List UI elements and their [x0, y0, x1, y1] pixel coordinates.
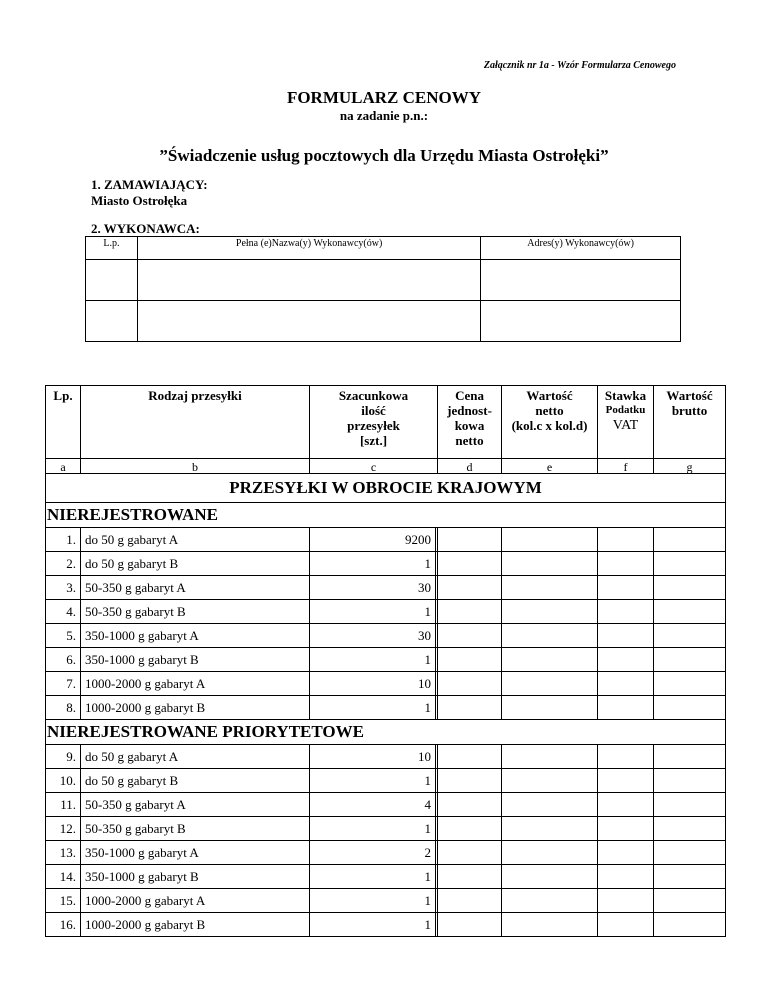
- row-type: 1000-2000 g gabaryt B: [81, 696, 310, 720]
- row-price-cell[interactable]: [438, 889, 502, 913]
- row-qty: 4: [310, 793, 436, 817]
- table-row: [46, 841, 726, 865]
- table-row: [46, 600, 726, 624]
- row-vat-cell[interactable]: [598, 552, 654, 576]
- row-qty: 10: [310, 745, 436, 769]
- row-qty: 1: [310, 648, 436, 672]
- row-gross-cell[interactable]: [654, 624, 726, 648]
- header-gross: Wartość brutto: [654, 386, 726, 459]
- row-net-cell[interactable]: [502, 913, 598, 937]
- table-row: [46, 648, 726, 672]
- row-gross-cell[interactable]: [654, 841, 726, 865]
- table-row: [46, 672, 726, 696]
- contractor-col-address: Adres(y) Wykonawcy(ów): [481, 237, 681, 260]
- row-qty: 10: [310, 672, 436, 696]
- row-vat-cell[interactable]: [598, 769, 654, 793]
- row-gross-cell[interactable]: [654, 648, 726, 672]
- row-vat-cell[interactable]: [598, 745, 654, 769]
- row-vat-cell[interactable]: [598, 913, 654, 937]
- row-qty: 1: [310, 817, 436, 841]
- row-price-cell[interactable]: [438, 624, 502, 648]
- row-vat-cell[interactable]: [598, 817, 654, 841]
- row-net-cell[interactable]: [502, 865, 598, 889]
- row-vat-cell[interactable]: [598, 841, 654, 865]
- row-gross-cell[interactable]: [654, 552, 726, 576]
- row-number: 2.: [46, 552, 81, 576]
- contractor-cell[interactable]: [481, 260, 681, 301]
- row-type: 350-1000 g gabaryt A: [81, 624, 310, 648]
- row-type: do 50 g gabaryt B: [81, 769, 310, 793]
- row-type: do 50 g gabaryt A: [81, 528, 310, 552]
- row-net-cell[interactable]: [502, 696, 598, 720]
- section-title: PRZESYŁKI W OBROCIE KRAJOWYM: [46, 474, 726, 503]
- row-price-cell[interactable]: [438, 793, 502, 817]
- row-vat-cell[interactable]: [598, 672, 654, 696]
- col-letter-c: c: [310, 459, 438, 474]
- row-price-cell[interactable]: [438, 552, 502, 576]
- row-type: 350-1000 g gabaryt A: [81, 841, 310, 865]
- row-number: 3.: [46, 576, 81, 600]
- row-vat-cell[interactable]: [598, 696, 654, 720]
- row-price-cell[interactable]: [438, 672, 502, 696]
- row-net-cell[interactable]: [502, 576, 598, 600]
- col-letter-e: e: [502, 459, 598, 474]
- row-price-cell[interactable]: [438, 841, 502, 865]
- row-gross-cell[interactable]: [654, 865, 726, 889]
- row-number: 1.: [46, 528, 81, 552]
- table-row: [46, 817, 726, 841]
- row-gross-cell[interactable]: [654, 672, 726, 696]
- price-table: [45, 385, 726, 937]
- row-gross-cell[interactable]: [654, 793, 726, 817]
- row-qty: 30: [310, 576, 436, 600]
- table-row: [46, 769, 726, 793]
- row-vat-cell[interactable]: [598, 865, 654, 889]
- col-letter-f: f: [598, 459, 654, 474]
- row-number: 11.: [46, 793, 81, 817]
- col-letter-g: g: [654, 459, 726, 474]
- table-row: [46, 793, 726, 817]
- row-vat-cell[interactable]: [598, 889, 654, 913]
- contractor-col-lp: L.p.: [86, 237, 138, 260]
- row-type: 1000-2000 g gabaryt A: [81, 889, 310, 913]
- row-vat-cell[interactable]: [598, 793, 654, 817]
- table-row: [46, 745, 726, 769]
- row-gross-cell[interactable]: [654, 913, 726, 937]
- row-gross-cell[interactable]: [654, 769, 726, 793]
- row-net-cell[interactable]: [502, 672, 598, 696]
- table-row: [46, 528, 726, 552]
- contractor-cell[interactable]: [86, 260, 138, 301]
- group-title-1: NIEREJESTROWANE: [46, 503, 726, 528]
- row-number: 8.: [46, 696, 81, 720]
- row-vat-cell[interactable]: [598, 600, 654, 624]
- row-price-cell[interactable]: [438, 745, 502, 769]
- row-number: 9.: [46, 745, 81, 769]
- header-vat: Stawka Podatku VAT: [598, 386, 654, 459]
- row-gross-cell[interactable]: [654, 889, 726, 913]
- table-row: [46, 552, 726, 576]
- row-type: 1000-2000 g gabaryt B: [81, 913, 310, 937]
- table-row: [46, 624, 726, 648]
- header-net: Wartość netto (kol.c x kol.d): [502, 386, 598, 459]
- row-qty: 2: [310, 841, 436, 865]
- row-gross-cell[interactable]: [654, 600, 726, 624]
- row-qty: 1: [310, 552, 436, 576]
- row-type: 350-1000 g gabaryt B: [81, 865, 310, 889]
- table-row: [46, 889, 726, 913]
- row-vat-cell[interactable]: [598, 528, 654, 552]
- row-gross-cell[interactable]: [654, 528, 726, 552]
- row-qty: 1: [310, 865, 436, 889]
- row-type: do 50 g gabaryt B: [81, 552, 310, 576]
- row-type: 50-350 g gabaryt B: [81, 817, 310, 841]
- row-net-cell[interactable]: [502, 769, 598, 793]
- section1-value: Miasto Ostrołęka: [91, 193, 188, 208]
- row-number: 16.: [46, 913, 81, 937]
- contractor-table: [85, 236, 681, 342]
- contractor-col-name: Pełna (e)Nazwa(y) Wykonawcy(ów): [137, 237, 480, 260]
- table-row: [46, 865, 726, 889]
- table-row: [46, 913, 726, 937]
- section2-label: 2. WYKONAWCA:: [91, 221, 200, 236]
- row-qty: 1: [310, 889, 436, 913]
- row-number: 12.: [46, 817, 81, 841]
- row-type: 1000-2000 g gabaryt A: [81, 672, 310, 696]
- row-net-cell[interactable]: [502, 745, 598, 769]
- row-net-cell[interactable]: [502, 552, 598, 576]
- row-vat-cell[interactable]: [598, 648, 654, 672]
- row-net-cell[interactable]: [502, 624, 598, 648]
- row-net-cell[interactable]: [502, 648, 598, 672]
- row-gross-cell[interactable]: [654, 817, 726, 841]
- row-net-cell[interactable]: [502, 817, 598, 841]
- row-price-cell[interactable]: [438, 769, 502, 793]
- service-title: ”Świadczenie usług pocztowych dla Urzędu Miasta Ostrołęki”: [159, 146, 609, 165]
- row-qty: 30: [310, 624, 436, 648]
- row-qty: 1: [310, 913, 436, 937]
- row-price-cell[interactable]: [438, 913, 502, 937]
- row-net-cell[interactable]: [502, 793, 598, 817]
- attachment-note: Załącznik nr 1a - Wzór Formularza Cenowego: [483, 60, 676, 71]
- row-vat-cell[interactable]: [598, 576, 654, 600]
- row-price-cell[interactable]: [438, 817, 502, 841]
- row-number: 15.: [46, 889, 81, 913]
- row-number: 7.: [46, 672, 81, 696]
- row-price-cell[interactable]: [438, 576, 502, 600]
- row-number: 5.: [46, 624, 81, 648]
- row-type: do 50 g gabaryt A: [81, 745, 310, 769]
- contractor-cell[interactable]: [481, 301, 681, 342]
- row-price-cell[interactable]: [438, 696, 502, 720]
- row-net-cell[interactable]: [502, 889, 598, 913]
- row-number: 6.: [46, 648, 81, 672]
- row-number: 13.: [46, 841, 81, 865]
- group-title-2: NIEREJESTROWANE PRIORYTETOWE: [46, 720, 726, 745]
- row-price-cell[interactable]: [438, 528, 502, 552]
- header-type: Rodzaj przesyłki: [81, 386, 310, 459]
- row-qty: 1: [310, 696, 436, 720]
- form-title: FORMULARZ CENOWY: [286, 88, 482, 107]
- col-letter-a: a: [46, 459, 81, 474]
- col-letter-d: d: [438, 459, 502, 474]
- row-number: 4.: [46, 600, 81, 624]
- contractor-cell[interactable]: [86, 301, 138, 342]
- header-qty: Szacunkowa ilość przesyłek [szt.]: [310, 386, 438, 459]
- section1-label: 1. ZAMAWIAJĄCY:: [91, 177, 208, 192]
- contractor-cell[interactable]: [137, 260, 480, 301]
- row-price-cell[interactable]: [438, 865, 502, 889]
- table-row: [46, 696, 726, 720]
- row-net-cell[interactable]: [502, 841, 598, 865]
- row-type: 50-350 g gabaryt A: [81, 576, 310, 600]
- col-letter-b: b: [81, 459, 310, 474]
- row-type: 50-350 g gabaryt A: [81, 793, 310, 817]
- row-gross-cell[interactable]: [654, 576, 726, 600]
- header-price: Cena jednost- kowa netto: [438, 386, 502, 459]
- row-number: 10.: [46, 769, 81, 793]
- row-type: 350-1000 g gabaryt B: [81, 648, 310, 672]
- row-price-cell[interactable]: [438, 648, 502, 672]
- row-gross-cell[interactable]: [654, 696, 726, 720]
- row-qty: 1: [310, 769, 436, 793]
- table-row: [46, 576, 726, 600]
- row-qty: 9200: [310, 528, 436, 552]
- row-price-cell[interactable]: [438, 600, 502, 624]
- row-number: 14.: [46, 865, 81, 889]
- row-gross-cell[interactable]: [654, 745, 726, 769]
- row-net-cell[interactable]: [502, 600, 598, 624]
- form-subtitle: na zadanie p.n.:: [339, 108, 429, 123]
- header-lp: Lp.: [46, 386, 81, 459]
- row-type: 50-350 g gabaryt B: [81, 600, 310, 624]
- row-qty: 1: [310, 600, 436, 624]
- row-vat-cell[interactable]: [598, 624, 654, 648]
- row-net-cell[interactable]: [502, 528, 598, 552]
- contractor-cell[interactable]: [137, 301, 480, 342]
